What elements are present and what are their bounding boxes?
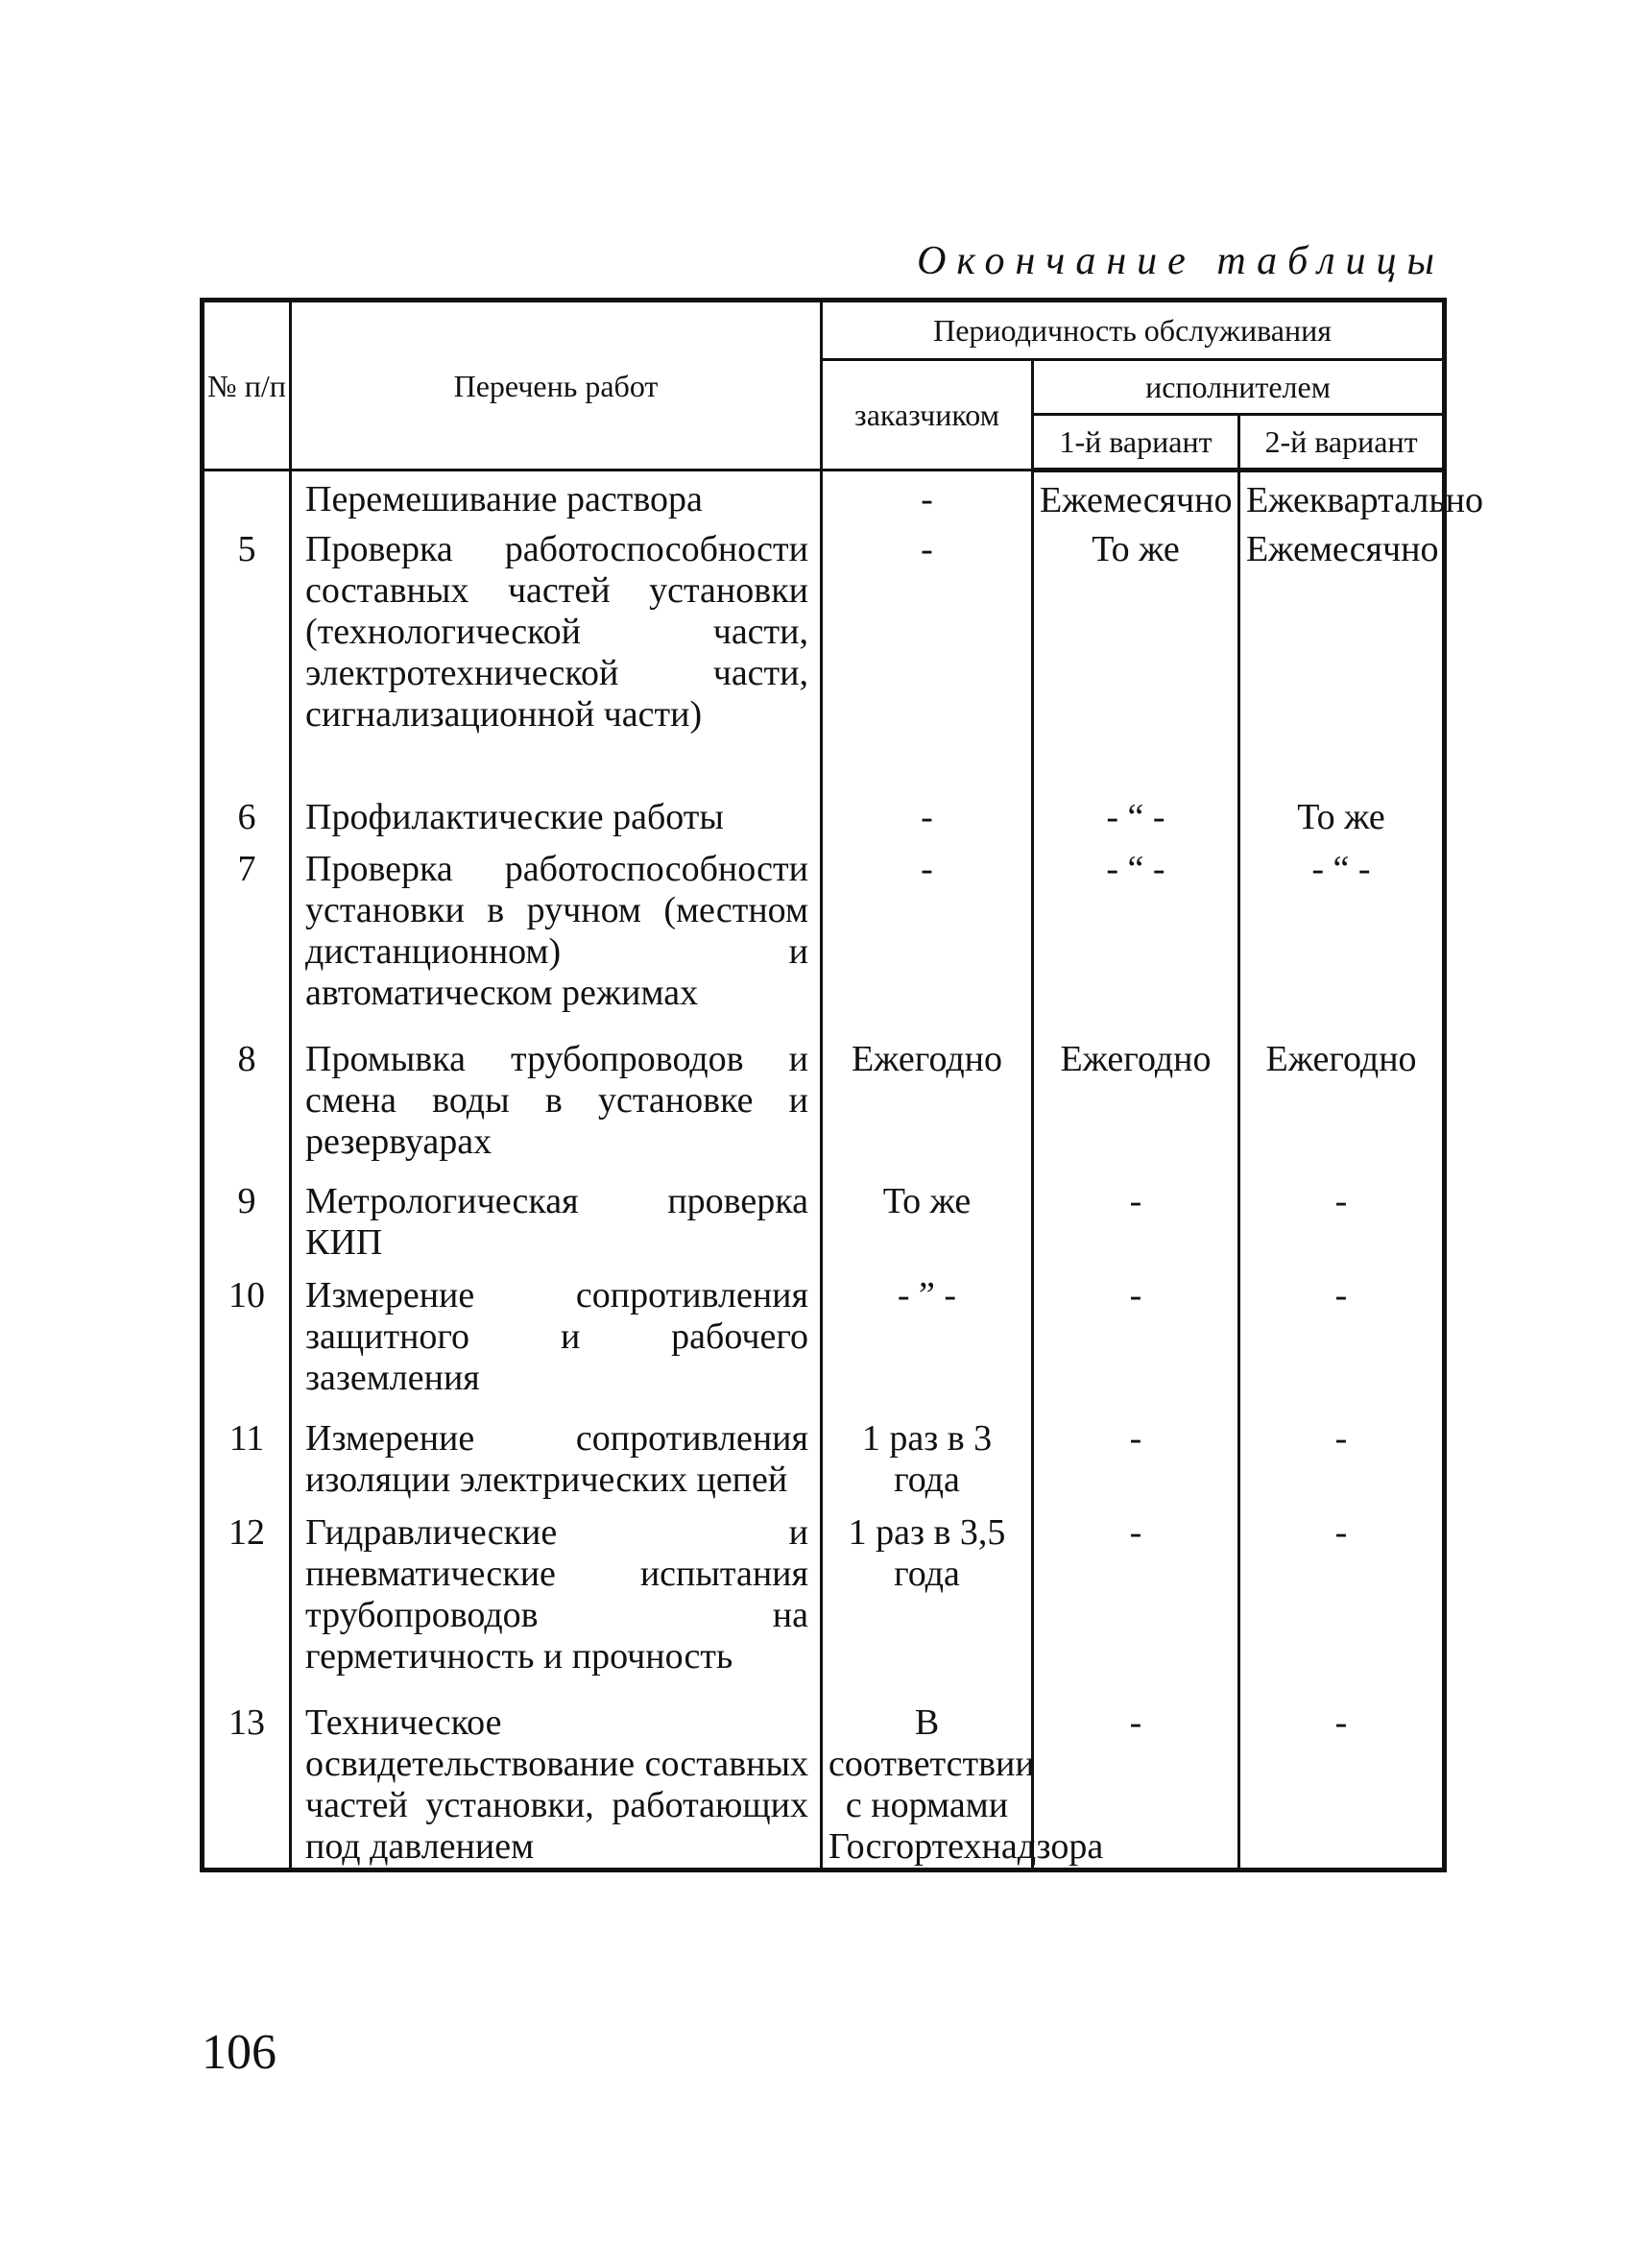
table-row (203, 1039, 1445, 1181)
table-row (203, 529, 1445, 766)
row-num: 11 (203, 1418, 291, 1513)
row-customer: - (822, 849, 1033, 1039)
row-customer: То же (822, 1181, 1033, 1276)
row-variant-2: Ежемесячно (1239, 529, 1445, 766)
row-work: Промывка трубопроводов и смена воды в установке и резервуарах (291, 1039, 822, 1181)
table-row (203, 1181, 1445, 1276)
header-work: Перечень работ (291, 301, 822, 470)
header-num: № п/п (203, 301, 291, 470)
row-variant-1: - (1033, 1181, 1239, 1276)
page-number: 106 (202, 2025, 276, 2080)
row-num: 12 (203, 1512, 291, 1702)
row-work: Метрологическая проверка КИП (291, 1181, 822, 1276)
row-variant-2: То же (1239, 766, 1445, 849)
row-customer: В соответствии с нормами Госгортехнадзора (822, 1702, 1033, 1870)
row-work: Профилактические работы (291, 766, 822, 849)
row-variant-2: - (1239, 1181, 1445, 1276)
header-variant-2: 2-й вариант (1239, 415, 1445, 470)
table-row (203, 1702, 1445, 1870)
header-customer: заказчиком (822, 360, 1033, 470)
row-variant-2: - (1239, 1418, 1445, 1513)
row-customer: Ежегодно (822, 1039, 1033, 1181)
header-variant-1: 1-й вариант (1033, 415, 1239, 470)
row-customer: - (822, 470, 1033, 529)
row-variant-1: - “ - (1033, 766, 1239, 849)
row-variant-1: Ежегодно (1033, 1039, 1239, 1181)
header-contractor: исполнителем (1033, 360, 1445, 415)
table-row (203, 1512, 1445, 1702)
row-num: 5 (203, 529, 291, 766)
table-caption: Окончание таблицы (917, 239, 1445, 283)
row-work: Проверка работоспособности составных частей установки (технологической части, электротехнической части, сигнализационной части) (291, 529, 822, 766)
row-num: 13 (203, 1702, 291, 1870)
row-work: Гидравлические и пневматические испытания трубопроводов на герметичность и прочность (291, 1512, 822, 1702)
row-variant-1: - (1033, 1702, 1239, 1870)
row-variant-1: Ежемесячно (1033, 470, 1239, 529)
table-row (203, 470, 1445, 529)
row-num: 9 (203, 1181, 291, 1276)
row-work: Техническое освидетельствование составных частей установки, работающих под давлением (291, 1702, 822, 1870)
row-customer: 1 раз в 3,5 года (822, 1512, 1033, 1702)
row-num (203, 470, 291, 529)
row-customer: - ” - (822, 1275, 1033, 1417)
row-variant-1: - (1033, 1512, 1239, 1702)
row-variant-2: Ежеквартально (1239, 470, 1445, 529)
row-customer: 1 раз в 3 года (822, 1418, 1033, 1513)
row-work: Проверка работоспособности установки в ручном (местном дистанционном) и автоматическом режимах (291, 849, 822, 1039)
row-variant-2: Ежегодно (1239, 1039, 1445, 1181)
header-period: Периодичность обслуживания (822, 301, 1445, 360)
row-work: Измерение сопротивления защитного и рабочего заземления (291, 1275, 822, 1417)
row-work: Перемешивание раствора (291, 470, 822, 529)
row-customer: - (822, 529, 1033, 766)
table-row (203, 1275, 1445, 1417)
row-variant-2: - “ - (1239, 849, 1445, 1039)
row-num: 6 (203, 766, 291, 849)
table-row (203, 1418, 1445, 1513)
table-row (203, 849, 1445, 1039)
row-num: 10 (203, 1275, 291, 1417)
row-variant-1: - (1033, 1275, 1239, 1417)
row-variant-1: - (1033, 1418, 1239, 1513)
row-variant-1: То же (1033, 529, 1239, 766)
row-variant-1: - “ - (1033, 849, 1239, 1039)
maintenance-table (200, 298, 1483, 1872)
row-variant-2: - (1239, 1275, 1445, 1417)
table-row (203, 766, 1445, 849)
maintenance-table-container (200, 298, 1483, 1872)
row-num: 7 (203, 849, 291, 1039)
row-variant-2: - (1239, 1512, 1445, 1702)
row-work: Измерение сопротивления изоляции электрических цепей (291, 1418, 822, 1513)
row-customer: - (822, 766, 1033, 849)
row-variant-2: - (1239, 1702, 1445, 1870)
row-num: 8 (203, 1039, 291, 1181)
